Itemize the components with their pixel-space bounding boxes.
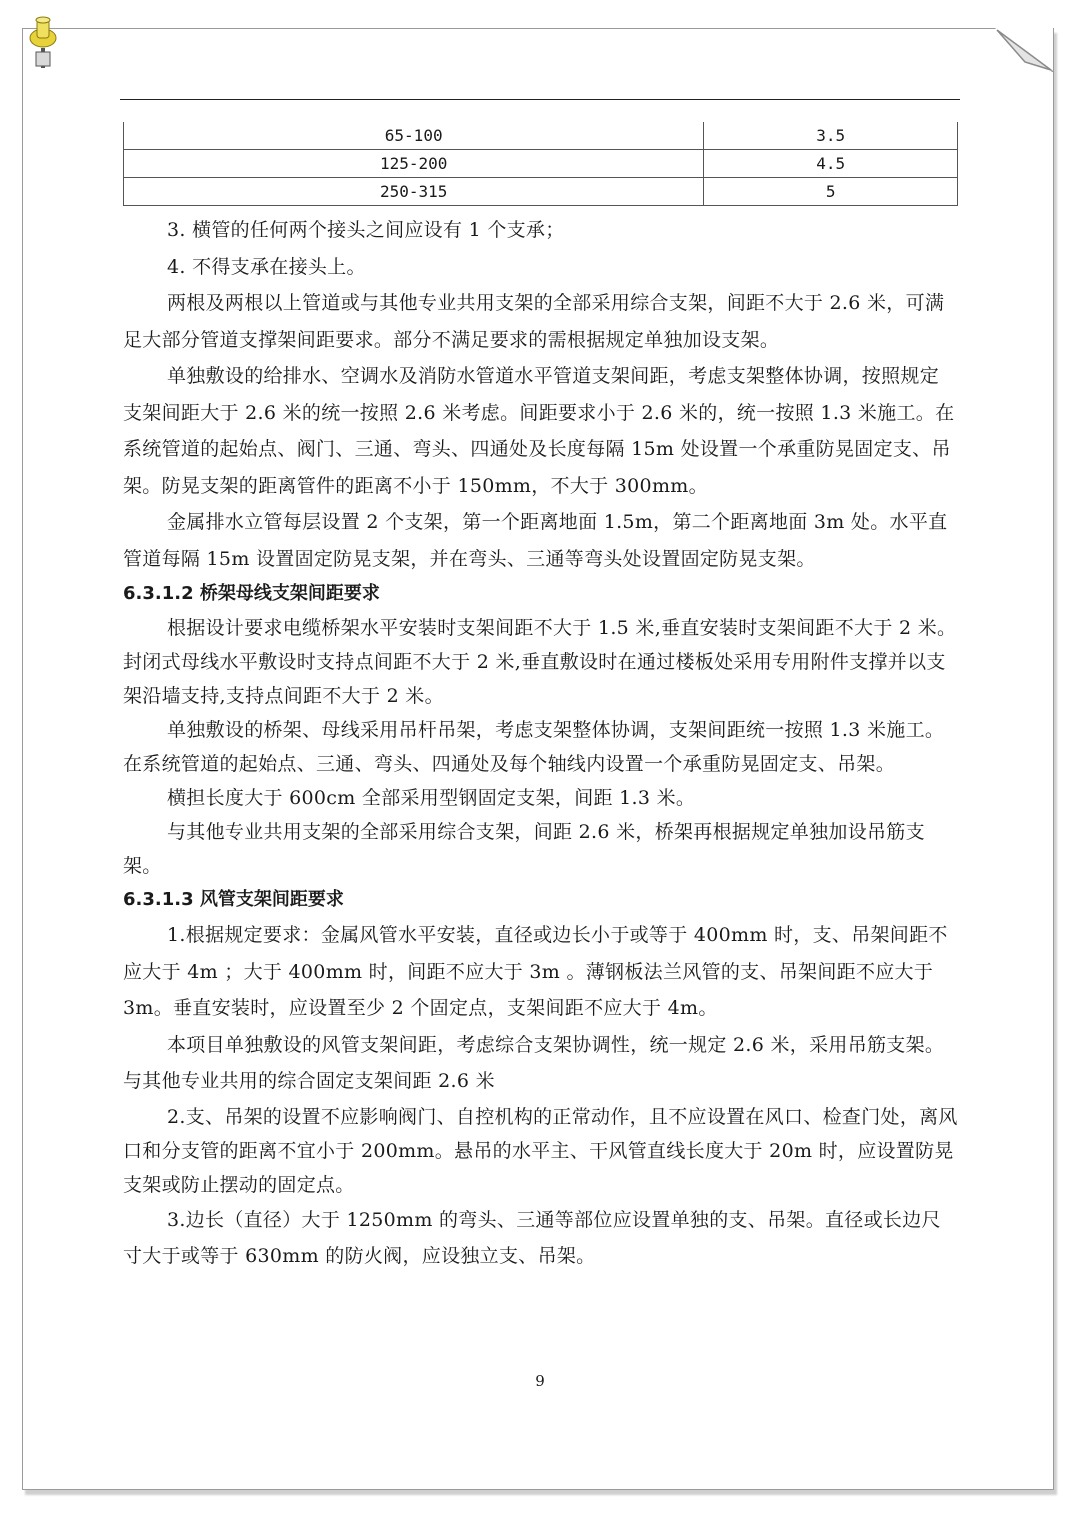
paragraph: 本项目单独敷设的风管支架间距，考虑综合支架协调性，统一规定 2.6 米，采用吊筋支架。与其他专业共用的综合固定支架间距 2.6 米 (123, 1033, 945, 1092)
table-cell: 4.5 (704, 150, 958, 178)
paragraph: 根据设计要求电缆桥架水平安装时支架间距不大于 1.5 米,垂直安装时支架间距不大于 2 米。封闭式母线水平敷设时支持点间距不大于 2 米,垂直敷设时在通过楼板处采用专用附件支撑并以支架沿墙支持,支持点间距不大于 2 米。 (123, 617, 957, 707)
paragraph: 4. 不得支承在接头上。 (167, 255, 366, 278)
paragraph: 1.根据规定要求：金属风管水平安装，直径或边长小于或等于 400mm 时，支、吊架间距不应大于 4m ；大于 400mm 时，间距不应大于 3m 。薄钢板法兰风管的支、吊架间距不应大于 3m。垂直安装时，应设置至少 2 个固定点，支架间距不应大于 4m。 (123, 924, 948, 1019)
table-row (124, 150, 958, 178)
paragraph: 单独敷设的桥架、母线采用吊杆吊架，考虑支架整体协调，支架间距统一按照 1.3 米施工。在系统管道的起始点、三通、弯头、四通处及每个轴线内设置一个承重防晃固定支、吊架。 (123, 719, 945, 775)
table-cell: 65-100 (124, 122, 704, 150)
paragraph: 3. 横管的任何两个接头之间应设有 1 个支承； (167, 219, 565, 241)
page-number: 9 (535, 1372, 545, 1390)
paragraph: 2.支、吊架的设置不应影响阀门、自控机构的正常动作，且不应设置在风口、检查门处，离风口和分支管的距离不宜小于 200mm。悬吊的水平主、干风管直线长度大于 20m 时，应设置防晃支架或防止摆动的固定点。 (123, 1105, 958, 1196)
table-row (124, 122, 958, 150)
paragraph: 单独敷设的给排水、空调水及消防水管道水平管道支架间距，考虑支架整体协调，按照规定支架间距大于 2.6 米的统一按照 2.6 米考虑。间距要求小于 2.6 米的，统一按照 1.3 米施工。在系统管道的起始点、阀门、三通、弯头、四通处及长度每隔 15m 处设置一个承重防晃固定支、吊架。防晃支架的距离管件的距离不小于 150mm，不大于 300mm。 (123, 365, 955, 497)
table-cell: 5 (704, 178, 958, 206)
table-cell: 250-315 (124, 178, 704, 206)
section-heading: 6.3.1.2 桥架母线支架间距要求 (123, 583, 380, 604)
header-rule (120, 99, 960, 100)
table-cell: 3.5 (704, 122, 958, 150)
pushpin-icon (26, 14, 60, 72)
document-body (123, 122, 958, 1275)
spacing-table (123, 122, 958, 206)
paragraph: 两根及两根以上管道或与其他专业共用支架的全部采用综合支架，间距不大于 2.6 米，可满足大部分管道支撑架间距要求。部分不满足要求的需根据规定单独加设支架。 (123, 292, 945, 351)
paragraph: 金属排水立管每层设置 2 个支架，第一个距离地面 1.5m，第二个距离地面 3m 处。水平直管道每隔 15m 设置固定防晃支架，并在弯头、三通等弯头处设置固定防晃支架。 (123, 511, 948, 570)
paragraph: 横担长度大于 600cm 全部采用型钢固定支架，间距 1.3 米。 (167, 787, 696, 809)
section-heading: 6.3.1.3 风管支架间距要求 (123, 889, 344, 910)
table-cell: 125-200 (124, 150, 704, 178)
paragraph: 3.边长（直径）大于 1250mm 的弯头、三通等部位应设置单独的支、吊架。直径或长边尺寸大于或等于 630mm 的防火阀，应设独立支、吊架。 (123, 1208, 941, 1267)
page-curl-icon (995, 28, 1053, 72)
paragraph: 与其他专业共用支架的全部采用综合支架，间距 2.6 米，桥架再根据规定单独加设吊筋支架。 (123, 821, 925, 877)
table-row (124, 178, 958, 206)
